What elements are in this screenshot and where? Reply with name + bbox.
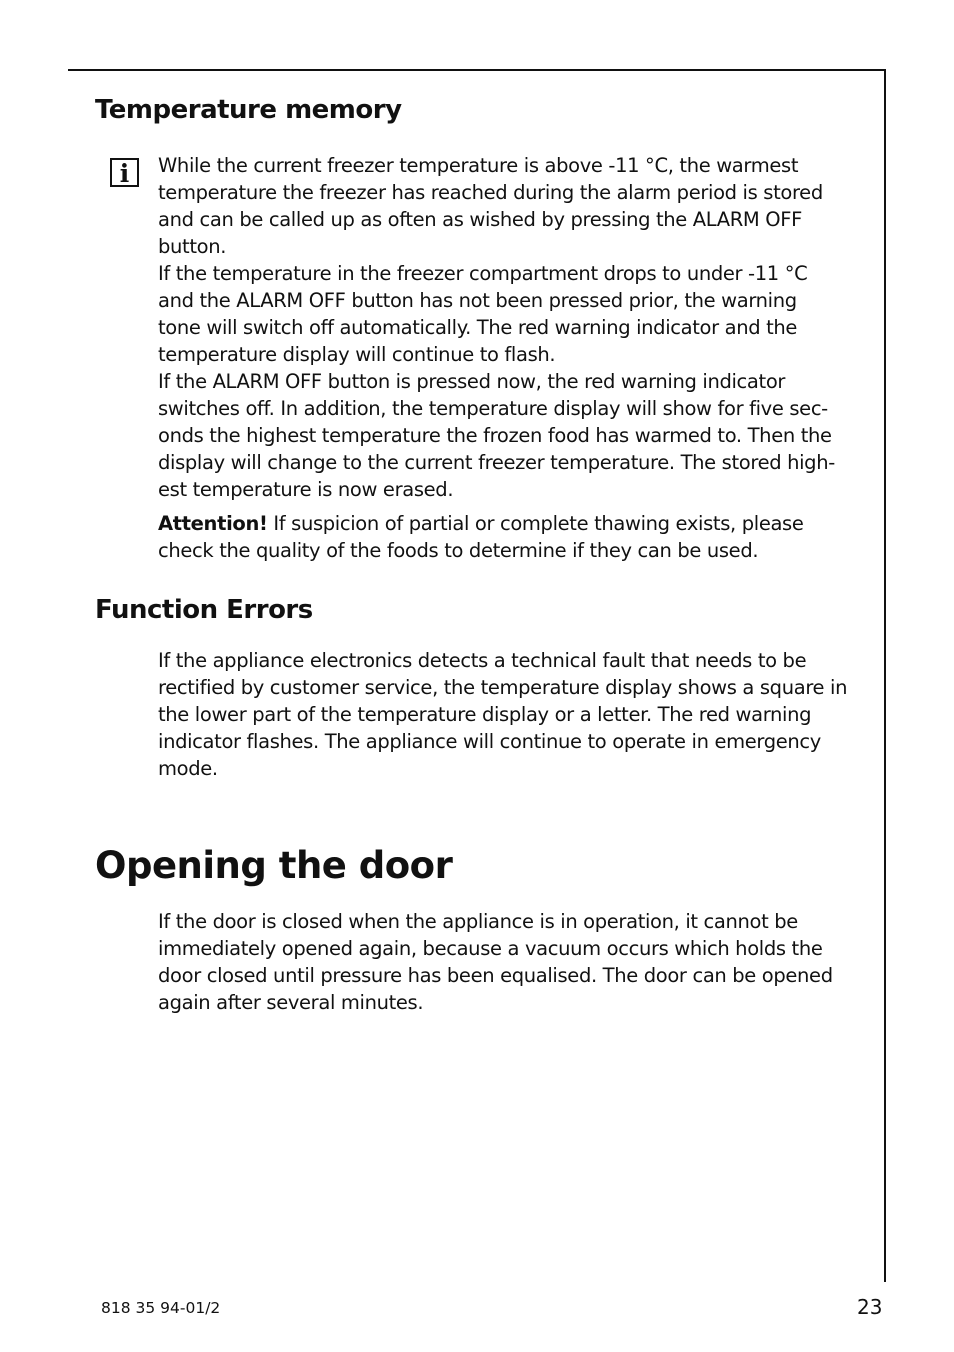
attention-note bbox=[158, 510, 804, 564]
temperature-memory-paragraph-1 bbox=[158, 152, 823, 260]
attention-label: Attention! bbox=[158, 512, 268, 535]
text-line: While the current freezer temperature is above -11 °C, the warmest bbox=[158, 154, 799, 177]
text-line: the lower part of the temperature display or a letter. The red warning bbox=[158, 703, 812, 726]
text-line: check the quality of the foods to determine if they can be used. bbox=[158, 539, 759, 562]
top-rule bbox=[68, 69, 886, 71]
function-errors-paragraph bbox=[158, 647, 847, 782]
heading-function-errors: Function Errors bbox=[95, 595, 313, 625]
text-line: rectified by customer service, the temperature display shows a square in bbox=[158, 676, 848, 699]
heading-temperature-memory: Temperature memory bbox=[95, 95, 402, 125]
page-number: 23 bbox=[857, 1295, 883, 1319]
text-line: est temperature is now erased. bbox=[158, 478, 454, 501]
document-code: 818 35 94-01/2 bbox=[101, 1299, 221, 1317]
text-line: tone will switch off automatically. The red warning indicator and the bbox=[158, 316, 798, 339]
attention-text: If suspicion of partial or complete thawing exists, please bbox=[267, 512, 804, 535]
text-line: indicator flashes. The appliance will continue to operate in emergency bbox=[158, 730, 821, 753]
text-line: and the ALARM OFF button has not been pressed prior, the warning bbox=[158, 289, 797, 312]
text-line: temperature display will continue to flash. bbox=[158, 343, 556, 366]
text-line: door closed until pressure has been equalised. The door can be opened bbox=[158, 964, 833, 987]
text-line bbox=[158, 510, 804, 537]
text-line: If the door is closed when the appliance is in operation, it cannot be bbox=[158, 910, 798, 933]
text-line: and can be called up as often as wished by pressing the ALARM OFF bbox=[158, 208, 802, 231]
text-line: If the ALARM OFF button is pressed now, the red warning indicator bbox=[158, 370, 786, 393]
text-line: If the appliance electronics detects a technical fault that needs to be bbox=[158, 649, 807, 672]
text-line: display will change to the current freezer temperature. The stored high- bbox=[158, 451, 835, 474]
temperature-memory-paragraph-3 bbox=[158, 368, 835, 503]
text-line: again after several minutes. bbox=[158, 991, 424, 1014]
heading-opening-the-door: Opening the door bbox=[95, 844, 453, 887]
text-line: immediately opened again, because a vacuum occurs which holds the bbox=[158, 937, 823, 960]
text-line: temperature the freezer has reached during the alarm period is stored bbox=[158, 181, 823, 204]
right-margin-rule bbox=[884, 69, 886, 1282]
info-icon: i bbox=[110, 158, 139, 187]
opening-door-paragraph bbox=[158, 908, 833, 1016]
text-line: button. bbox=[158, 235, 227, 258]
text-line: onds the highest temperature the frozen food has warmed to. Then the bbox=[158, 424, 832, 447]
text-line: mode. bbox=[158, 757, 218, 780]
temperature-memory-paragraph-2 bbox=[158, 260, 807, 368]
text-line: switches off. In addition, the temperature display will show for five sec- bbox=[158, 397, 828, 420]
text-line: If the temperature in the freezer compartment drops to under -11 °C bbox=[158, 262, 808, 285]
